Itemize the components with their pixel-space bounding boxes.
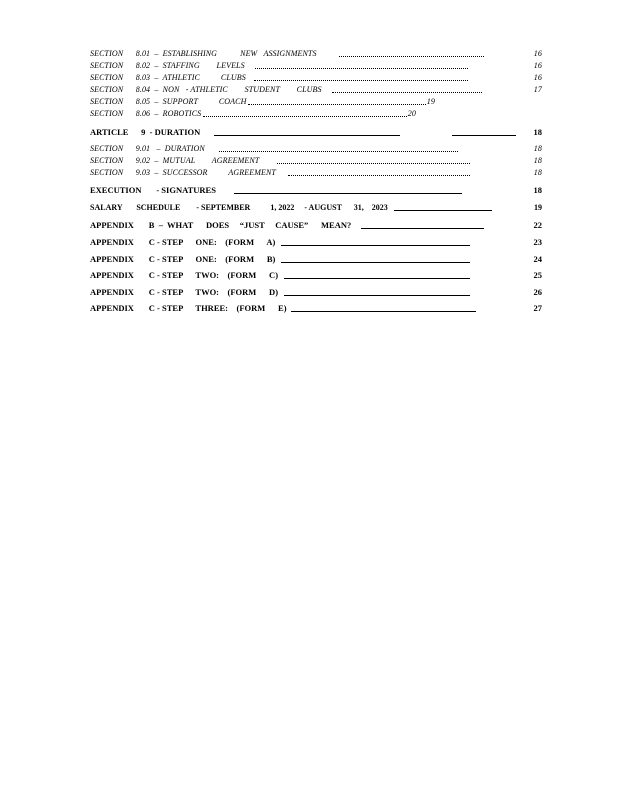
solid-leader — [281, 261, 469, 263]
toc-entry-article — [90, 128, 542, 137]
toc-page-number: 22 — [533, 220, 542, 230]
toc-entry-article — [90, 271, 542, 280]
toc-entry-label: APPENDIX C - STEP ONE: (FORM B) — [90, 254, 276, 264]
dot-leader — [339, 55, 484, 57]
toc-entry-label: SECTION 8.01 – ESTABLISHING NEW ASSIGNMENTS — [90, 49, 317, 58]
toc-page-number: 19 — [426, 97, 435, 106]
toc-entry — [90, 62, 542, 70]
solid-leader — [284, 294, 469, 296]
toc-entry-label: APPENDIX C - STEP THREE: (FORM E) — [90, 303, 287, 313]
toc-page-number: 25 — [533, 270, 542, 280]
toc-entry-article — [90, 238, 542, 247]
toc-entry-label: SECTION 8.05 – SUPPORT COACH — [90, 97, 247, 106]
toc-entry-label: SECTION 8.04 – NON - ATHLETIC STUDENT CLUBS — [90, 85, 322, 94]
toc-entry-label: SECTION 9.01 – DURATION — [90, 144, 205, 153]
toc-entry-label: APPENDIX C - STEP TWO: (FORM D) — [90, 287, 279, 297]
toc-page-number: 27 — [533, 303, 542, 313]
toc-entry-article — [90, 304, 542, 313]
toc-entry-label: ARTICLE 9 - DURATION — [90, 127, 201, 137]
toc-entry — [90, 98, 435, 106]
toc-entry — [90, 145, 542, 153]
toc-page-number: 19 — [534, 203, 542, 212]
solid-leader — [234, 192, 462, 194]
toc-entry-label: EXECUTION - SIGNATURES — [90, 185, 216, 195]
toc-page-number: 16 — [533, 61, 542, 70]
toc-page-number: 24 — [533, 254, 542, 264]
dot-leader — [203, 115, 407, 117]
toc-entry — [90, 50, 542, 58]
toc-entry — [90, 157, 542, 165]
toc-entry — [90, 74, 542, 82]
toc-entry-label: SECTION 9.02 – MUTUAL AGREEMENT — [90, 156, 260, 165]
solid-leader — [394, 209, 492, 211]
toc-page-number: 17 — [533, 85, 542, 94]
toc-entry-article — [90, 255, 542, 264]
dot-leader — [332, 91, 482, 93]
solid-leader — [284, 277, 469, 279]
solid-leader — [452, 134, 516, 136]
solid-leader — [281, 244, 469, 246]
toc-entry-article — [90, 186, 542, 195]
toc-page-number: 18 — [533, 127, 542, 137]
dot-leader — [288, 174, 470, 176]
toc-entry-label: SECTION 9.03 – SUCCESSOR AGREEMENT — [90, 168, 276, 177]
solid-leader — [291, 310, 476, 312]
toc-entry — [90, 86, 542, 94]
toc-entry-article — [90, 204, 542, 212]
toc-page-number: 18 — [533, 144, 542, 153]
toc-page-number: 23 — [533, 237, 542, 247]
toc-page-number: 16 — [533, 73, 542, 82]
toc-entry-label: SECTION 8.06 – ROBOTICS — [90, 109, 202, 118]
toc-page-number: 18 — [533, 168, 542, 177]
toc-page-number: 26 — [533, 287, 542, 297]
dot-leader — [277, 162, 469, 164]
toc-entry — [90, 110, 416, 118]
toc-entry-label: APPENDIX C - STEP TWO: (FORM C) — [90, 270, 279, 280]
toc-entry — [90, 169, 542, 177]
toc-entry-label: SECTION 8.03 – ATHLETIC CLUBS — [90, 73, 246, 82]
solid-leader — [214, 134, 399, 136]
toc-page-number: 16 — [533, 49, 542, 58]
toc-entry-label: APPENDIX C - STEP ONE: (FORM A) — [90, 237, 276, 247]
solid-leader — [361, 227, 483, 229]
toc-entry-label: SECTION 8.02 – STAFFING LEVELS — [90, 61, 245, 70]
toc-page-number: 18 — [533, 185, 542, 195]
dot-leader — [254, 79, 468, 81]
toc-page-number: 18 — [533, 156, 542, 165]
toc-entry-article — [90, 221, 542, 230]
dot-leader — [255, 67, 468, 69]
toc-entry-label: SALARY SCHEDULE - SEPTEMBER 1, 2022 - AUGUST 31, 2023 — [90, 203, 388, 212]
toc-page-number: 20 — [407, 109, 416, 118]
toc-entry-article — [90, 288, 542, 297]
dot-leader — [219, 150, 458, 152]
dot-leader — [248, 103, 425, 105]
toc-entry-label: APPENDIX B – WHAT DOES “JUST CAUSE” MEAN? — [90, 220, 352, 230]
